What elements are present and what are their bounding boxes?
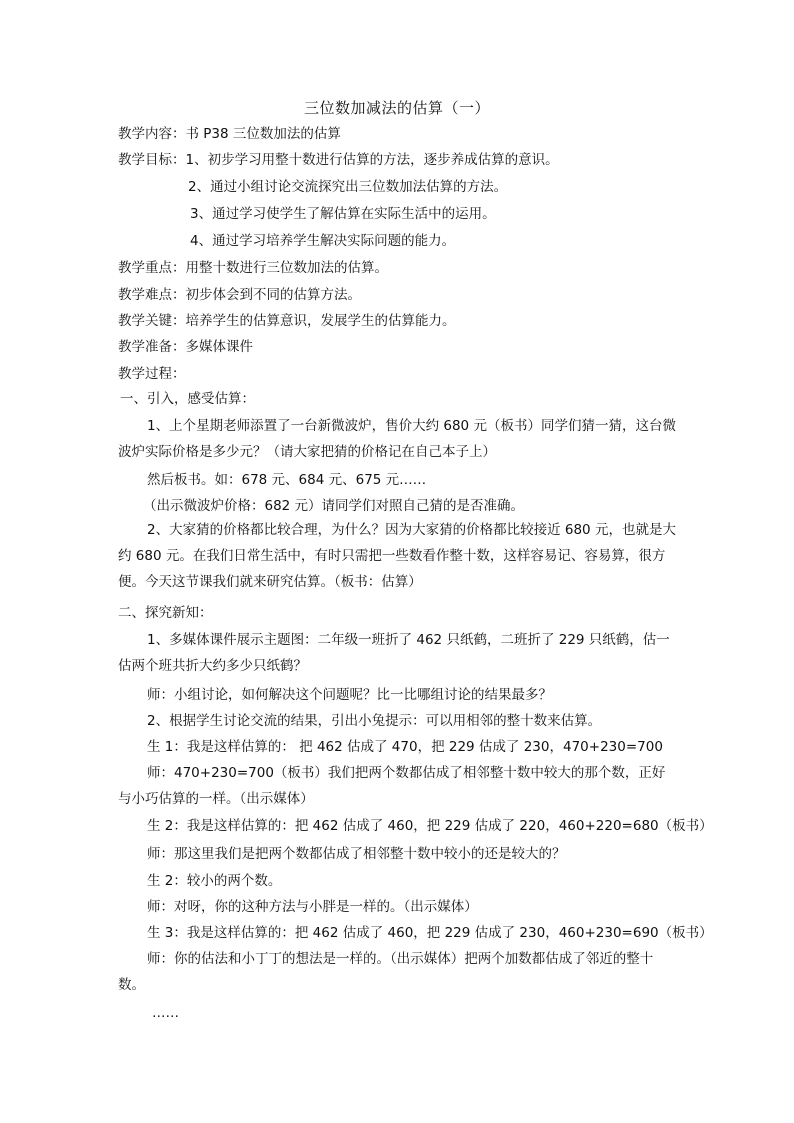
teaching-goal-4: 4、通过学习培养学生解决实际问题的能力。 [190,233,456,249]
paragraph-13: 师：对呀，你的这种方法与小胖是一样的。（出示媒体） [147,899,478,915]
teaching-goal-2: 2、通过小组讨论交流探究出三位数加法估算的方法。 [188,179,508,195]
paragraph-5: 1、多媒体课件展示主题图：二年级一班折了 462 只纸鹤，二班折了 229 只纸鹤，估一估两个班共折大约多少只纸鹤？ [118,632,670,674]
paragraph-9: 师：470+230=700（板书）我们把两个数都估成了相邻整十数中较大的那个数，正好与小巧估算的一样。（出示媒体） [118,765,666,807]
teaching-difficulty: 教学难点：初步体会到不同的估算方法。 [118,287,361,303]
teaching-prep: 教学准备：多媒体课件 [118,339,253,355]
teaching-focus: 教学重点：用整十数进行三位数加法的估算。 [118,260,388,276]
paragraph-4: 2、大家猜的价格都比较合理，为什么？因为大家猜的价格都比较接近 680 元，也就是大约 680 元。在我们日常生活中，有时只需把一些数看作整十数，这样容易记、容易算，很方便。今天这节课我们就来研究估算。（板书：估算） [118,522,676,590]
paragraph-11: 师：那这里我们是把两个数都估成了相邻整十数中较小的还是较大的？ [147,846,566,862]
teaching-process: 教学过程： [118,366,186,382]
teaching-key: 教学关键：培养学生的估算意识，发展学生的估算能力。 [118,313,456,329]
paragraph-1: 1、上个星期老师添置了一台新微波炉，售价大约 680 元（板书）同学们猜一猜，这台微波炉实际价格是多少元？（请大家把猜的价格记在自己本子上） [118,418,676,460]
teaching-goal-1: 教学目标：1、初步学习用整十数进行估算的方法，逐步养成估算的意识。 [118,152,559,168]
ellipsis: …… [152,1005,179,1021]
paragraph-6: 师：小组讨论，如何解决这个问题呢？比一比哪组讨论的结果最多？ [147,687,552,703]
teaching-content: 教学内容：书 P38 三位数加法的估算 [118,126,341,142]
section-1-heading: 一、引入，感受估算： [120,391,255,407]
document-title: 三位数加减法的估算（一） [303,99,490,117]
paragraph-10: 生 2：我是这样估算的：把 462 估成了 460，把 229 估成了 220，460+220=680（板书） [147,818,713,834]
paragraph-2: 然后板书。如：678 元、684 元、675 元…… [147,472,427,488]
paragraph-12: 生 2：较小的两个数。 [147,873,282,889]
paragraph-7: 2、根据学生讨论交流的结果，引出小兔提示：可以用相邻的整十数来估算。 [147,713,602,729]
paragraph-3: （出示微波炉价格：682 元）请同学们对照自己猜的是否准确。 [143,498,525,514]
teaching-goal-3: 3、通过学习使学生了解估算在实际生活中的运用。 [190,206,496,222]
paragraph-14: 生 3：我是这样估算的：把 462 估成了 460，把 229 估成了 230，460+230=690（板书） [147,925,713,941]
section-2-heading: 二、探究新知： [118,605,213,621]
paragraph-8: 生 1：我是这样估算的： 把 462 估成了 470，把 229 估成了 230，470+230=700 [147,739,663,755]
paragraph-15: 师：你的估法和小丁丁的想法是一样的。（出示媒体）把两个加数都估成了邻近的整十数。 [118,951,654,993]
